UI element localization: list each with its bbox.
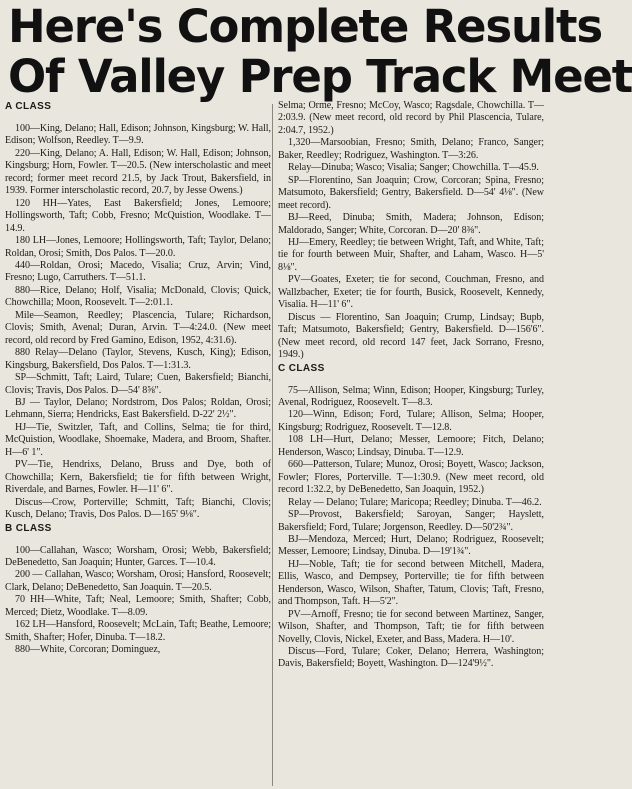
- left-column: [5, 100, 271, 788]
- event-result: 108 LH—Hurt, Delano; Messer, Lemoore; Fitch, Delano; Henderson, Wasco; Lindsay, Dinuba. T—12.9.: [278, 434, 544, 458]
- event-result: 162 LH—Hansford, Roosevelt; McLain, Taft; Beathe, Lemoore; Smith, Shafter; Hofer, Dinuba. T—18.2.: [5, 619, 271, 643]
- event-result: 440—Roldan, Orosi; Macedo, Visalia; Cruz, Arvin; Vind, Fresno; Lugo, Carruthers. T—51.1.: [5, 259, 271, 284]
- event-result: PV—Tie, Hendrixs, Delano, Bruss and Dye, both of Chowchilla; Kern, Bakersfield; tie for fifth between Wright, Riverdale, and Barnes, Fowler. H—11' 6".: [5, 459, 271, 496]
- headline-line-1: Here's Complete Results: [8, 0, 602, 53]
- event-result: 70 HH—White, Taft; Neal, Lemoore; Smith, Shafter; Cobb, Merced; Dietz, Woodlake. T—8.09.: [5, 594, 271, 618]
- event-result: BJ—Reed, Dinuba; Smith, Madera; Johnson, Edison; Maldorado, Sanger; White, Corcoran. D—20' 8⅜".: [278, 212, 544, 236]
- event-result: HJ—Noble, Taft; tie for second between Mitchell, Madera, Ellis, Wasco, and Dempsey, Porterville; tie for fifth between Henderson, Wasco, Wilson, Shafter, Tatum, Clovis; Taft, Fresno, and Thompson, Taft. H—5'2".: [278, 558, 544, 608]
- event-result: PV—Arnoff, Fresno; tie for second between Martinez, Sanger, Wilson, Shafter, and Thompson, Taft; tie for fifth between Novelly, Clovis, Nickel, Exeter, and Bass, Madera. H—10'.: [278, 608, 544, 645]
- event-result: 120 HH—Yates, East Bakersfield; Jones, Lemoore; Hollingsworth, Taft; Cobb, Fresno; McQuistion, Woodlake. T—14.9.: [5, 197, 271, 234]
- event-result: 1,320—Marsoobian, Fresno; Smith, Delano; Franco, Sanger; Baker, Reedley; Rodriguez, Washington. T—3:26.: [278, 137, 544, 161]
- column-divider: [272, 104, 273, 786]
- event-result: 880 Relay—Delano (Taylor, Stevens, Kusch, King); Edison, Kingsburg, Bakersfield, Dos Palos. T—1:31.3.: [5, 347, 271, 371]
- event-result: 75—Allison, Selma; Winn, Edison; Hooper, Kingsburg; Turley, Avenal, Rodriguez, Roosevelt. T—8.3.: [278, 384, 544, 408]
- event-result: 120—Winn, Edison; Ford, Tulare; Allison, Selma; Hooper, Kingsburg; Rodriguez, Roosevelt. T—12.8.: [278, 409, 544, 433]
- event-result: 200 — Callahan, Wasco; Worsham, Orosi; Hansford, Roosevelt; Clark, Delano; DeBenedetto, San Joaquin. T—20.5.: [5, 569, 271, 593]
- event-result: Discus — Florentino, San Joaquin; Crump, Lindsay; Bupb, Taft; Matsumoto, Bakersfield; Gentry, Bakersfield. D—156'6". (New meet record, old record 147 feet, Jack Sorrano, Fresno, 1949.): [278, 311, 544, 361]
- event-result: SP—Schmitt, Taft; Laird, Tulare; Cuen, Bakersfield; Bianchi, Clovis; Travis, Dos Palos. D—54' 8⅝".: [5, 372, 271, 396]
- event-result: HJ—Tie, Switzler, Taft, and Collins, Selma; tie for third, McQuistion, Woodlake, Shoemake, Madera, and Broom, Shafter. H—6' 1".: [5, 421, 271, 458]
- right-column: [278, 100, 544, 788]
- event-result: 660—Patterson, Tulare; Munoz, Orosi; Boyett, Wasco; Jackson, Fowler; Flores, Porterville. T—1:30.9. (New meet record, old record 1:32.2, by DeBenedetto, San Joaquin, 1952.): [278, 459, 544, 496]
- section-heading: C CLASS: [278, 362, 325, 374]
- event-result: BJ—Mendoza, Merced; Hurt, Delano; Rodriguez, Roosevelt; Messer, Lemoore; Lindsay, Dinuba. D—19'1¾".: [278, 533, 544, 558]
- headline-line-2: Of Valley Prep Track Meet: [8, 50, 632, 103]
- event-result: SP—Provost, Bakersfield; Saroyan, Sanger; Hayslett, Bakersfield; Ford, Tulare; Jorgenson, Reedley. D—50'2¾".: [278, 509, 544, 533]
- event-result: Discus—Crow, Porterville; Schmitt, Taft; Bianchi, Clovis; Kusch, Delano; Travis, Dos Palos. D—165' 9⅛".: [5, 496, 271, 521]
- event-result: 220—King, Delano; A. Hall, Edison; W. Hall, Edison; Johnson, Kingsburg; Horn, Fowler. T—20.5. (New interscholastic and meet record; former meet record 21.5, by Jack Trout, Bakersfield, in 1939. Former interscholastic record, 20.7, by Jesse Owens.): [5, 147, 271, 197]
- event-result: 100—Callahan, Wasco; Worsham, Orosi; Webb, Bakersfield; DeBenedetto, San Joaquin; Hunter, Garces. T—10.4.: [5, 544, 271, 568]
- event-result: Relay—Dinuba; Wasco; Visalia; Sanger; Chowchilla. T—45.9.: [288, 162, 539, 174]
- event-result: 100—King, Delano; Hall, Edison; Johnson, Kingsburg; W. Hall, Edison; Wolfson, Reedley. T—9.9.: [5, 123, 271, 147]
- event-result: 880—Rice, Delano; Holf, Visalia; McDonald, Clovis; Quick, Chowchilla; Moon, Roosevelt. T—2:01.1.: [5, 284, 271, 309]
- event-result: BJ — Taylor, Delano; Nordstrom, Dos Palos; Roldan, Orosi; Lehmann, Sierra; Hendricks, East Bakersfield. D-22' 2½".: [5, 396, 271, 421]
- event-result: Selma; Orme, Fresno; McCoy, Wasco; Ragsdale, Chowchilla. T—2:03.9. (New meet record, old record by Phil Plascencia, Tulare, 2:04.7, 1952.): [278, 100, 544, 136]
- event-result: Mile—Seamon, Reedley; Plascencia, Tulare; Richardson, Clovis; Smith, Avenal; Duran, Arvin. T—4:24.0. (New meet record, old record by Fred Gamino, Edison, 1952, 4:31.6).: [5, 309, 271, 346]
- event-result: 880—White, Corcoran; Dominguez,: [15, 644, 161, 656]
- headline: [8, 0, 632, 103]
- event-result: HJ—Emery, Reedley; tie between Wright, Taft, and White, Taft; tie for fourth between Muir, Shafter, and Laham, Wasco. H—5' 8⅛".: [278, 236, 544, 273]
- section-heading: B CLASS: [5, 522, 52, 534]
- event-result: 180 LH—Jones, Lemoore; Hollingsworth, Taft; Taylor, Delano; Roldan, Orosi; Smith, Dos Palos. T—20.0.: [5, 235, 271, 259]
- event-result: Discus—Ford, Tulare; Coker, Delano; Herrera, Washington; Davis, Bakersfield; Boyett, Washington. D—124'9½".: [278, 646, 544, 670]
- event-result: Relay — Delano; Tulare; Maricopa; Reedley; Dinuba. T—46.2.: [288, 496, 542, 508]
- event-result: SP—Florentino, San Joaquin; Crow, Corcoran; Spina, Fresno; Matsumoto, Bakersfield; Gentry, Bakersfield. D—54' 4⅛". (New meet record).: [278, 174, 544, 211]
- section-heading: A CLASS: [5, 101, 52, 112]
- event-result: PV—Goates, Exeter; tie for second, Couchman, Fresno, and Wallzbacher, Exeter; tie for fourth, Busick, Roosevelt, Kennedy, Visalia. H—11' 6".: [278, 274, 544, 311]
